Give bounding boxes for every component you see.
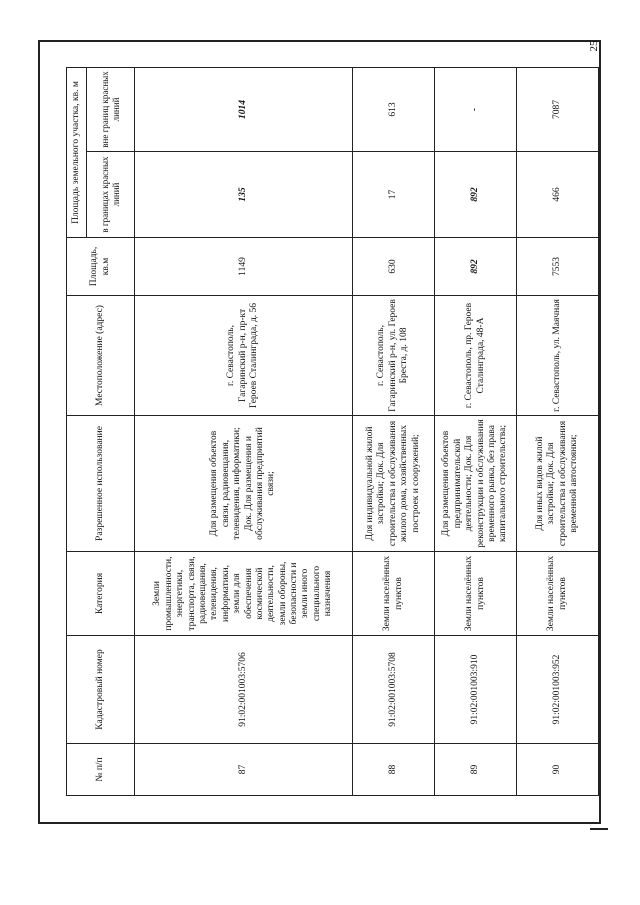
cell-outside-red: 1014 [135,67,353,151]
cell-location: г. Севастополь, Гагаринский р-н, пр-кт Героев Сталинграда, д. 56 [135,296,353,416]
header-cadastral: Кадастровый номер [67,636,135,744]
cell-category: Земли населённых пунктов [517,552,599,636]
table-row [135,67,353,795]
header-num: № п/п [67,744,135,796]
divider [590,828,608,830]
cell-num: 90 [517,744,599,796]
page-number: 25 [588,40,600,52]
cell-within-red: 135 [135,152,353,238]
cell-area: 7553 [517,238,599,296]
cell-location: г. Севастополь, ул. Маячная [517,296,599,416]
land-plot-table-wrapper [66,68,599,796]
header-category: Категория [67,552,135,636]
header-outside-red: вне границ красных линий [87,67,135,151]
cell-num: 88 [353,744,435,796]
cell-permitted-use: Для индивидуальной жилой застройки; Док. Для строительства и обслуживания жилого дома, хозяйственных построек и сооружений; [353,416,435,552]
cell-within-red: 892 [435,152,517,238]
cell-cadastral: 91:02:001003:910 [435,636,517,744]
cell-cadastral: 91:02:001003:5706 [135,636,353,744]
cell-num: 87 [135,744,353,796]
cell-num: 89 [435,744,517,796]
cell-within-red: 466 [517,152,599,238]
header-permitted-use: Разрешенное использование [67,416,135,552]
cell-within-red: 17 [353,152,435,238]
cell-cadastral: 91:02:001003:952 [517,636,599,744]
cell-permitted-use: Для размещения объектов связи, радиовещания, телевидения, информатики; Док. Для размещения и обслуживания предприятий связи; [135,416,353,552]
land-plot-table [66,67,599,796]
cell-location: г. Севастополь, Гагаринский р-н, ул. Героев Бреста, д. 108 [353,296,435,416]
cell-outside-red: - [435,67,517,151]
cell-category: Земли промышленности, энергетики, транспорта, связи, радиовещания, телевидения, информатики, земли для обеспечения космической деятельности, земли обороны, безопасности и земли иного специального назначения [135,552,353,636]
header-area: Площадь, кв.м [67,238,135,296]
cell-area: 892 [435,238,517,296]
header-land-area: Площадь земельного участка, кв. м [67,67,87,237]
cell-permitted-use: Для иных видов жилой застройки; Док. Для строительства и обслуживания временной автостоянки; [517,416,599,552]
cell-area: 1149 [135,238,353,296]
cell-permitted-use: Для размещения объектов предпринимательской деятельности; Док. Для реконструкции и обслуживания временного рынка, без права капитального строительства; [435,416,517,552]
cell-category: Земли населённых пунктов [353,552,435,636]
header-location: Местоположение (адрес) [67,296,135,416]
table-row [353,67,435,795]
table-row [435,67,517,795]
table-row [517,67,599,795]
cell-outside-red: 7087 [517,67,599,151]
cell-location: г. Севастополь, пр. Героев Сталинграда, 48-А [435,296,517,416]
cell-outside-red: 613 [353,67,435,151]
cell-cadastral: 91:02:001003:5708 [353,636,435,744]
header-within-red: в границах красных линий [87,152,135,238]
cell-category: Земли населённых пунктов [435,552,517,636]
cell-area: 630 [353,238,435,296]
